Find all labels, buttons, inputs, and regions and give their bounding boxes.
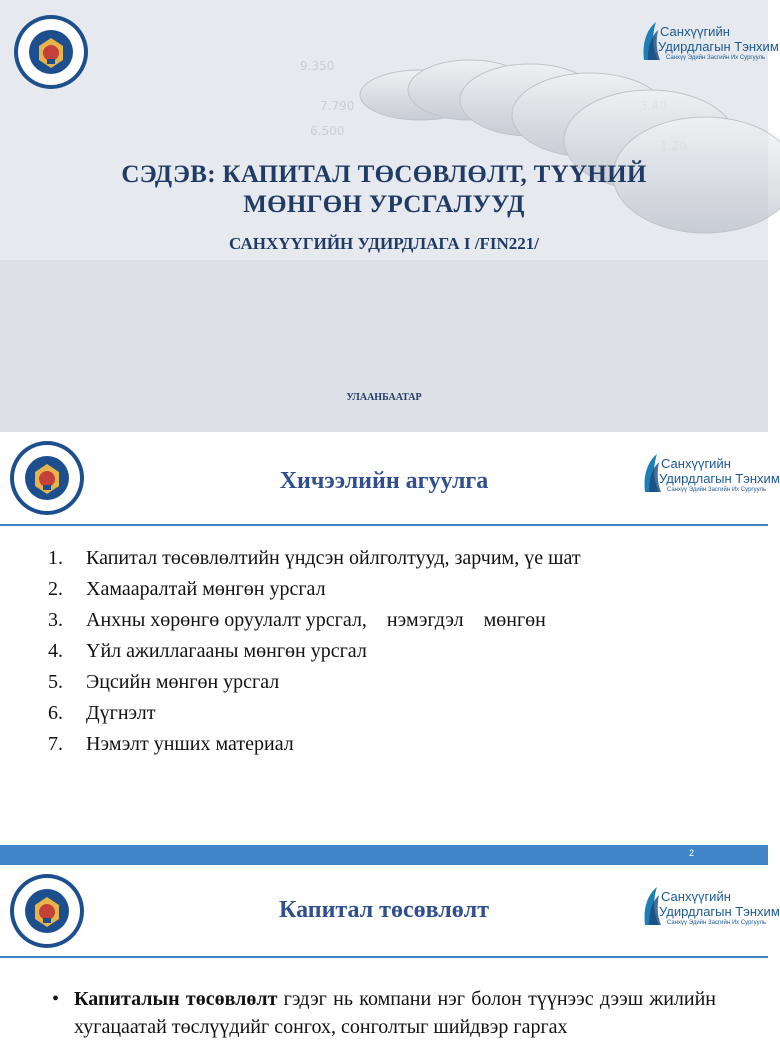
seal-icon <box>13 14 89 90</box>
department-logo <box>640 20 779 70</box>
bullet-bold-term: Капиталын төсөвлөлт <box>74 988 278 1010</box>
bullet-rest-text: гэдэг нь компани нэг болон түүнээс дээш жилийн хугацаатай төслүүдийг сонгох, сонголтыг шийдвэр гаргах <box>74 988 716 1038</box>
logo-line-1: Санхүүгийн <box>661 889 731 904</box>
agenda-item-text: Дүгнэлт <box>86 702 156 724</box>
seal-icon <box>9 873 85 949</box>
university-seal-logo <box>13 14 89 90</box>
agenda-slide <box>0 432 780 865</box>
logo-line-1: Санхүүгийн <box>661 456 731 471</box>
svg-text:7.790: 7.790 <box>320 99 355 113</box>
bullet-mark: • <box>52 988 60 1010</box>
title-line-1: СЭДЭВ: КАПИТАЛ ТӨСӨВЛӨЛТ, ТҮҮНИЙ <box>121 161 647 188</box>
university-seal-logo <box>9 440 85 516</box>
definition-bullet <box>52 985 716 1041</box>
footer-band <box>0 845 768 865</box>
title-line-2: МӨНГӨН УРСГАЛУУД <box>243 191 525 218</box>
agenda-item-text: Эцсийн мөнгөн урсгал <box>86 671 280 693</box>
course-subtitle: САНХҮҮГИЙН УДИРДЛАГА I /FIN221/ <box>229 234 539 253</box>
agenda-item-text: Анхны хөрөнгө оруулалт урсгал, нэмэгдэл мөнгөн <box>86 609 546 631</box>
agenda-item-text: Үйл ажиллагааны мөнгөн урсгал <box>86 640 367 662</box>
list-item: 1. Капитал төсөвлөлтийн үндсэн ойлголтууд, зарчим, үе шат <box>48 544 718 572</box>
capital-budgeting-title: Капитал төсөвлөлт <box>279 897 489 923</box>
title-divider <box>0 524 768 526</box>
logo-line-3: Санхүү Эдийн Засгийн Их Сургууль <box>666 55 766 61</box>
seal-icon <box>9 440 85 516</box>
agenda-item-text: Хамааралтай мөнгөн урсгал <box>86 578 326 600</box>
list-item: 4. Үйл ажиллагааны мөнгөн урсгал <box>48 637 718 665</box>
university-seal-logo <box>9 873 85 949</box>
list-item: 5. Эцсийн мөнгөн урсгал <box>48 668 718 696</box>
capital-budgeting-slide <box>0 865 780 1038</box>
logo-line-3: Санхүү Эдийн Засгийн Их Сургууль <box>667 920 767 926</box>
department-logo <box>641 452 780 502</box>
department-logo <box>641 885 780 935</box>
logo-line-2: Удирдлагын Тэнхим <box>659 471 780 486</box>
page-number: 2 <box>688 848 694 858</box>
title-divider <box>0 956 768 958</box>
list-item: 7. Нэмэлт унших материал <box>48 730 718 758</box>
svg-text:9.350: 9.350 <box>300 59 335 73</box>
title-slide <box>0 0 779 432</box>
list-item: 3. Анхны хөрөнгө оруулалт урсгал, нэмэгдэл мөнгөн <box>48 606 718 634</box>
agenda-item-text: Нэмэлт унших материал <box>86 733 294 755</box>
logo-line-3: Санхүү Эдийн Засгийн Их Сургууль <box>667 487 767 493</box>
agenda-list <box>48 544 718 761</box>
slide-title <box>60 160 708 220</box>
list-item: 2. Хамааралтай мөнгөн урсгал <box>48 575 718 603</box>
svg-text:6.500: 6.500 <box>310 124 345 138</box>
logo-line-1: Санхүүгийн <box>660 24 730 39</box>
city-label: УЛААНБААТАР <box>346 392 422 403</box>
agenda-title: Хичээлийн агуулга <box>279 468 489 494</box>
logo-line-2: Удирдлагын Тэнхим <box>659 904 780 919</box>
agenda-item-text: Капитал төсөвлөлтийн үндсэн ойлголтууд, зарчим, үе шат <box>86 547 581 569</box>
list-item: 6. Дүгнэлт <box>48 699 718 727</box>
logo-line-2: Удирдлагын Тэнхим <box>658 39 779 54</box>
